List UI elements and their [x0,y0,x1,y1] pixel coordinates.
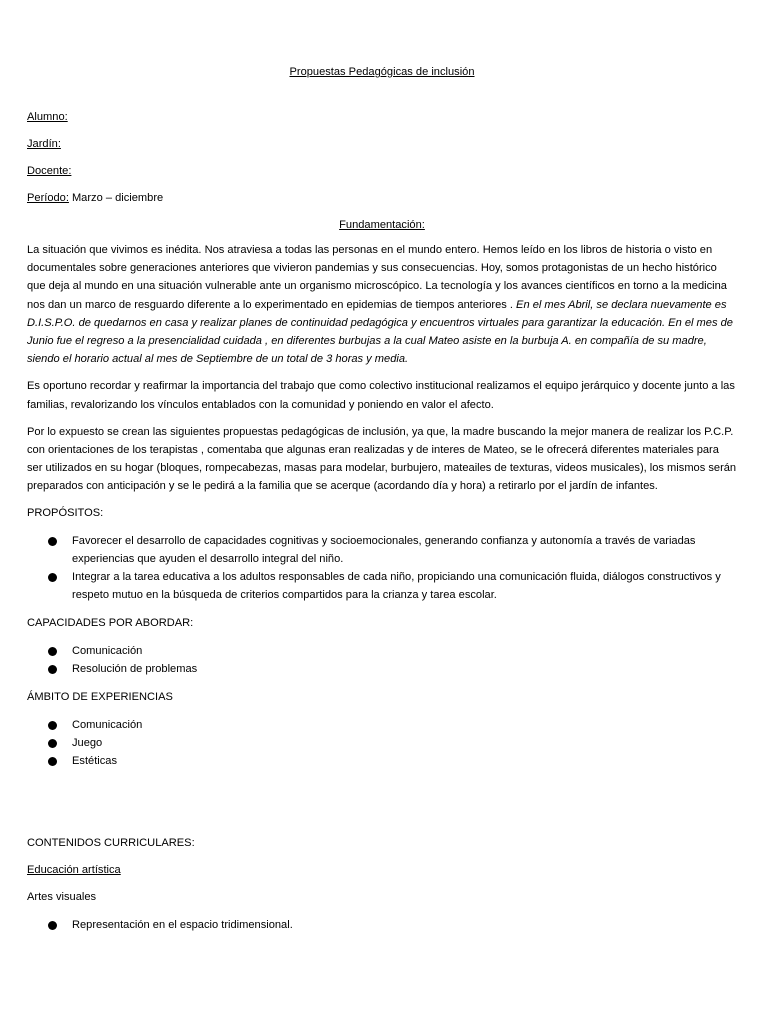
paragraph-italic-text: En el mes Abril, se declara nuevamente es D.I.S.P.O. de quedarnos en casa y realizar planes de continuidad pedagógica y encuentros virtuales para garantizar la educación. En el mes de Junio fue el regreso a la presencialidad cuidada , en diferentes burbujas a la cual Mateo asiste en la burbuja A. en compañía de su madre, siendo el horario actual al mes de Septiembre de un total de 3 horas y media. [27,298,733,366]
list-item [27,752,737,770]
bullet-icon [48,721,57,730]
list-item [27,642,737,660]
field-label: Alumno: [27,111,68,123]
list-item [27,716,737,734]
fundamentacion-heading: Fundamentación: [339,219,425,231]
list-item [27,660,737,678]
field-label: Docente: [27,165,72,177]
field-label: Período: [27,192,69,204]
fundamentacion-paragraph-3: Por lo expuesto se crean las siguientes propuestas pedagógicas de inclusión, ya que, la madre buscando la mejor manera de realizar los P.C.P. con orientaciones de los terapistas , comentaba que algunas eran realizadas y de interes de Mateo, se le ofrecerá diferentes materiales para ser utilizados en su hogar (bloques, rompecabezas, masas para modelar, burbujero, mateailes de texturas, videos musicales), los mismos serán preparados con anticipación y se le pedirá a la familia que se acerque (acordando día y hora) a retirarlo por el jardín de infantes. [27,425,737,493]
contenidos-subheading: Educación artística [27,863,121,876]
contenidos-area: Artes visuales [27,890,97,903]
list-item-text: Favorecer el desarrollo de capacidades cognitivas y socioemocionales, generando confianza y autonomía a través de variadas experiencias que ayuden el desarrollo integral del niño. [72,534,696,565]
spacer [27,781,737,829]
field-periodo [27,190,737,206]
ambito-list [27,716,737,770]
fundamentacion-paragraph-2: Es oportuno recordar y reafirmar la importancia del trabajo que como colectivo institucional realizamos el equipo jerárquico y docente junto a las familias, revalorizando los vínculos entablados con la comunidad y poniendo en valor el afecto. [27,380,735,411]
bullet-icon [48,739,57,748]
bullet-icon [48,647,57,656]
list-item-text: Resolución de problemas [72,662,198,675]
list-item-text: Representación en el espacio tridimensional. [72,918,293,931]
bullet-icon [48,757,57,766]
list-item-text: Comunicación [72,644,143,657]
fundamentacion-paragraph-1 [27,241,737,368]
propositos-list [27,532,737,604]
bullet-icon [48,665,57,674]
list-item-text: Integrar a la tarea educativa a los adultos responsables de cada niño, propiciando una comunicación fluida, diálogos constructivos y respeto mutuo en la búsqueda de criterios compartidos para la crianza y tarea escolar. [72,570,721,601]
propositos-heading: PROPÓSITOS: [27,506,104,519]
bullet-icon [48,573,57,582]
list-item [27,916,737,934]
field-jardin [27,136,737,152]
list-item-text: Estéticas [72,754,118,767]
capacidades-heading: CAPACIDADES POR ABORDAR: [27,616,194,629]
field-value: Marzo – diciembre [71,192,164,204]
document-title: Propuestas Pedagógicas de inclusión [289,66,475,78]
field-alumno [27,109,737,125]
list-item [27,568,737,604]
contenidos-list [27,916,737,934]
list-item-text: Comunicación [72,718,143,731]
bullet-icon [48,537,57,546]
paragraph-text: La situación que vivimos es inédita. Nos atraviesa a todas las personas en el mundo entero. Hemos leído en los libros de historia o visto en documentales sobre generaciones anteriores que vivieron pandemias y sus consecuencias. Hoy, somos protagonistas de un hecho histórico que deja al mundo en una situación vulnerable ante un organismo microscópico. La tecnología y los avances científicos en torno a la medicina nos dan un marco de resguardo diferente a lo experimentado en epidemias de tiempos anteriores . [27,244,727,311]
list-item [27,734,737,752]
bullet-icon [48,921,57,930]
field-docente [27,163,737,179]
ambito-heading: ÁMBITO DE EXPERIENCIAS [27,690,173,703]
document-page [27,64,737,945]
list-item-text: Juego [72,736,103,749]
list-item [27,532,737,568]
contenidos-heading: CONTENIDOS CURRICULARES: [27,836,195,849]
capacidades-list [27,642,737,678]
field-label: Jardín: [27,138,61,150]
